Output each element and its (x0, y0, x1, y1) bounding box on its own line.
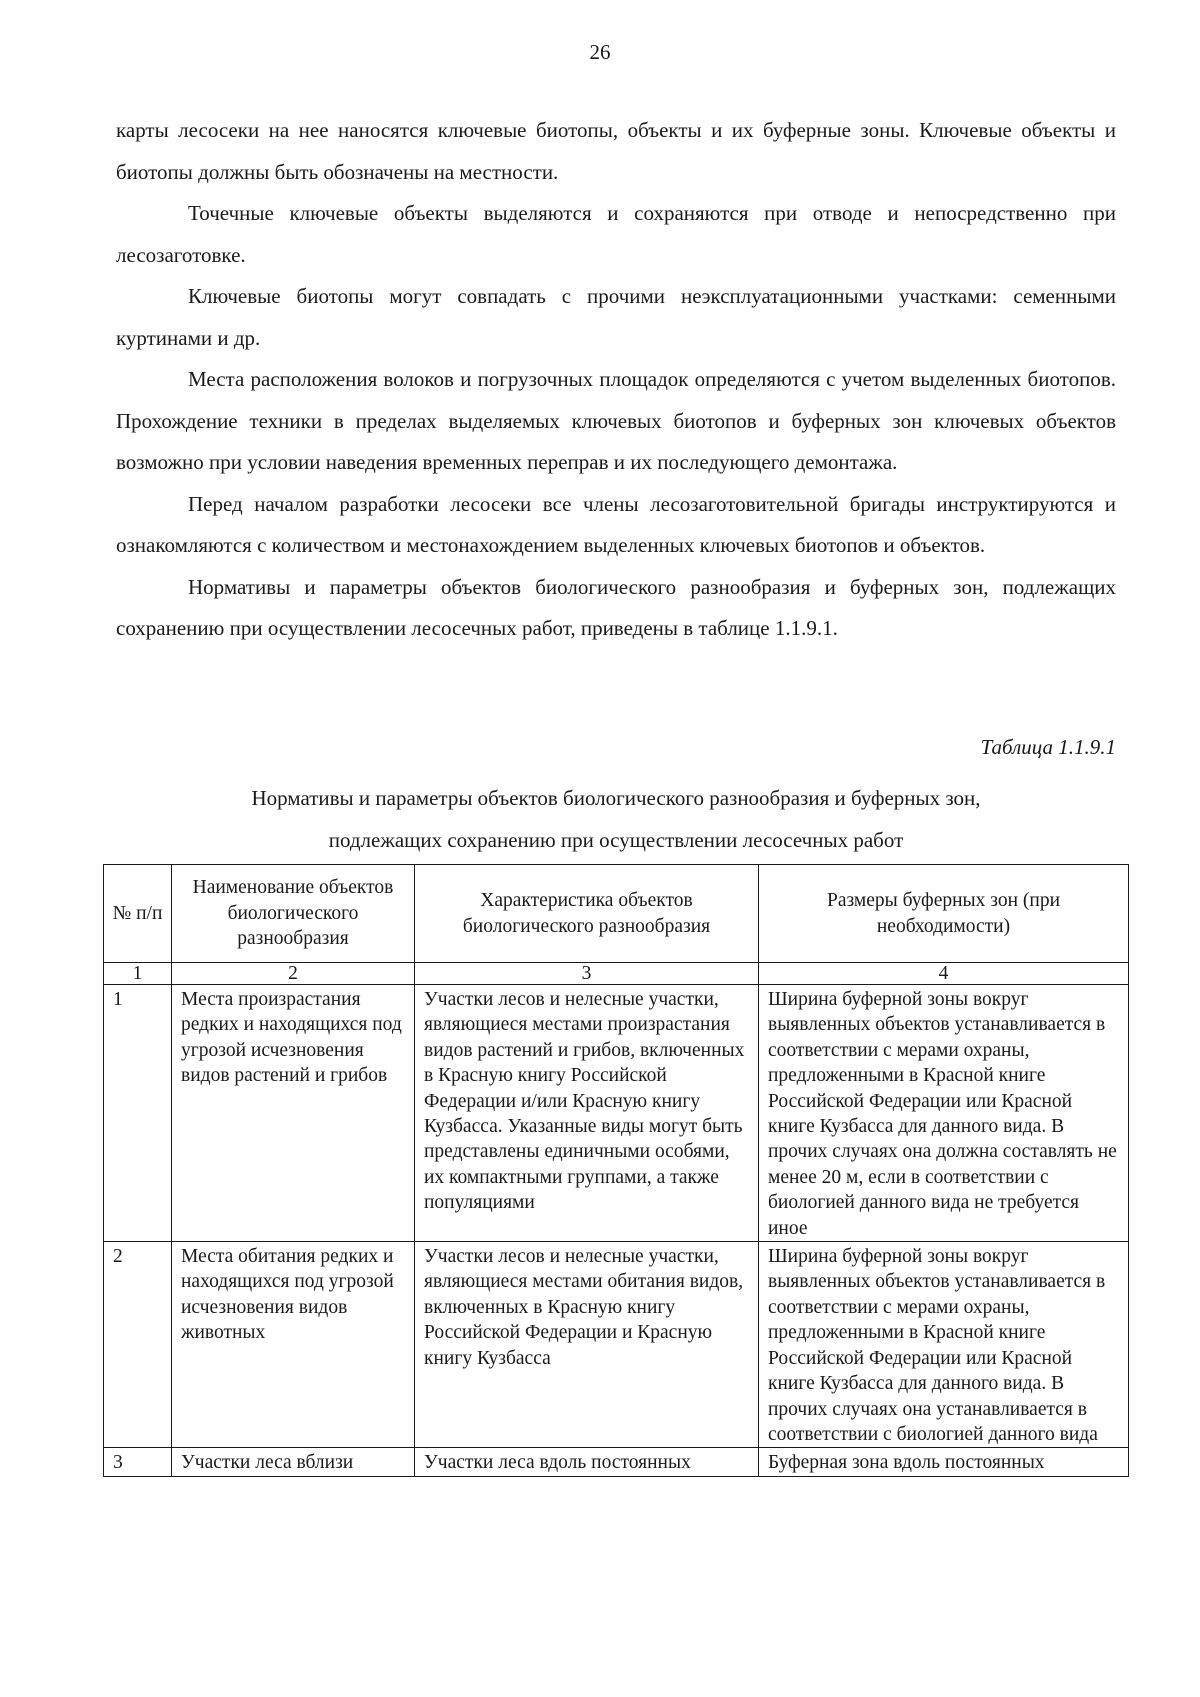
paragraph: Нормативы и параметры объектов биологического разнообразия и буферных зон, подлежащих сохранению при осуществлении лесосечных работ, приведены в таблице 1.1.9.1. (116, 574, 1116, 640)
column-number: 3 (415, 963, 759, 985)
cell-num: 2 (104, 1242, 172, 1448)
table-title (116, 778, 1116, 861)
column-number-row (104, 963, 1129, 985)
cell-characteristic: Участки лесов и нелесные участки, являющиеся местами произрастания видов растений и грибов, включенных в Красную книгу Российской Федерации и/или Красную книгу Кузбасса. Указанные виды могут быть представлены единичными особями, их компактными группами, а также популяциями (415, 985, 759, 1242)
paragraph: Ключевые биотопы могут совпадать с прочими неэксплуатационными участками: семенными куртинами и др. (116, 284, 1116, 350)
cell-num: 1 (104, 985, 172, 1242)
cell-num: 3 (104, 1448, 172, 1476)
table-caption: Таблица 1.1.9.1 (980, 735, 1116, 759)
column-number: 4 (759, 963, 1129, 985)
header-name: Наименование объектов биологического разнообразия (172, 865, 415, 963)
cell-characteristic: Участки леса вдоль постоянных (415, 1448, 759, 1476)
cell-buffer: Ширина буферной зоны вокруг выявленных объектов устанавливается в соответствии с мерами охраны, предложенными в Красной книге Российской Федерации или Красной книге Кузбасса для данного вида. В прочих случаях она должна составлять не менее 20 м, если в соответствии с биологией данного вида не требуется иное (759, 985, 1129, 1242)
cell-buffer: Ширина буферной зоны вокруг выявленных объектов устанавливается в соответствии с мерами охраны, предложенными в Красной книге Российской Федерации или Красной книге Кузбасса для данного вида. В прочих случаях она устанавливается в соответствии с биологией данного вида (759, 1242, 1129, 1448)
header-num: № п/п (104, 865, 172, 963)
table-header-row (104, 865, 1129, 963)
header-characteristic: Характеристика объектов биологического разнообразия (415, 865, 759, 963)
cell-characteristic: Участки лесов и нелесные участки, являющиеся местами обитания видов, включенных в Красную книгу Российской Федерации и Красную книгу Кузбасса (415, 1242, 759, 1448)
table-title-line: Нормативы и параметры объектов биологического разнообразия и буферных зон, (251, 786, 981, 810)
cell-name: Участки леса вблизи (172, 1448, 415, 1476)
cell-name: Места произрастания редких и находящихся под угрозой исчезновения видов растений и грибов (172, 985, 415, 1242)
page-number: 26 (589, 40, 611, 64)
table-row (104, 985, 1129, 1242)
body-text (116, 110, 1116, 650)
column-number: 1 (104, 963, 172, 985)
paragraph: Перед началом разработки лесосеки все члены лесозаготовительной бригады инструктируются и ознакомляются с количеством и местонахождением выделенных ключевых биотопов и объектов. (116, 491, 1116, 557)
column-number: 2 (172, 963, 415, 985)
table-title-line: подлежащих сохранению при осуществлении лесосечных работ (328, 827, 904, 852)
header-buffer: Размеры буферных зон (при необходимости) (759, 865, 1129, 963)
table-row (104, 1242, 1129, 1448)
table-row (104, 1448, 1129, 1476)
cell-buffer: Буферная зона вдоль постоянных (759, 1448, 1129, 1476)
biodiversity-table (103, 864, 1129, 1477)
paragraph: Точечные ключевые объекты выделяются и сохраняются при отводе и непосредственно при лесозаготовке. (116, 201, 1116, 267)
cell-name: Места обитания редких и находящихся под угрозой исчезновения видов животных (172, 1242, 415, 1448)
paragraph: карты лесосеки на нее наносятся ключевые биотопы, объекты и их буферные зоны. Ключевые объекты и биотопы должны быть обозначены на местности. (116, 118, 1116, 184)
paragraph: Места расположения волоков и погрузочных площадок определяются с учетом выделенных биотопов. Прохождение техники в пределах выделяемых ключевых биотопов и буферных зон ключевых объектов возможно при условии наведения временных переправ и их последующего демонтажа. (116, 367, 1116, 474)
